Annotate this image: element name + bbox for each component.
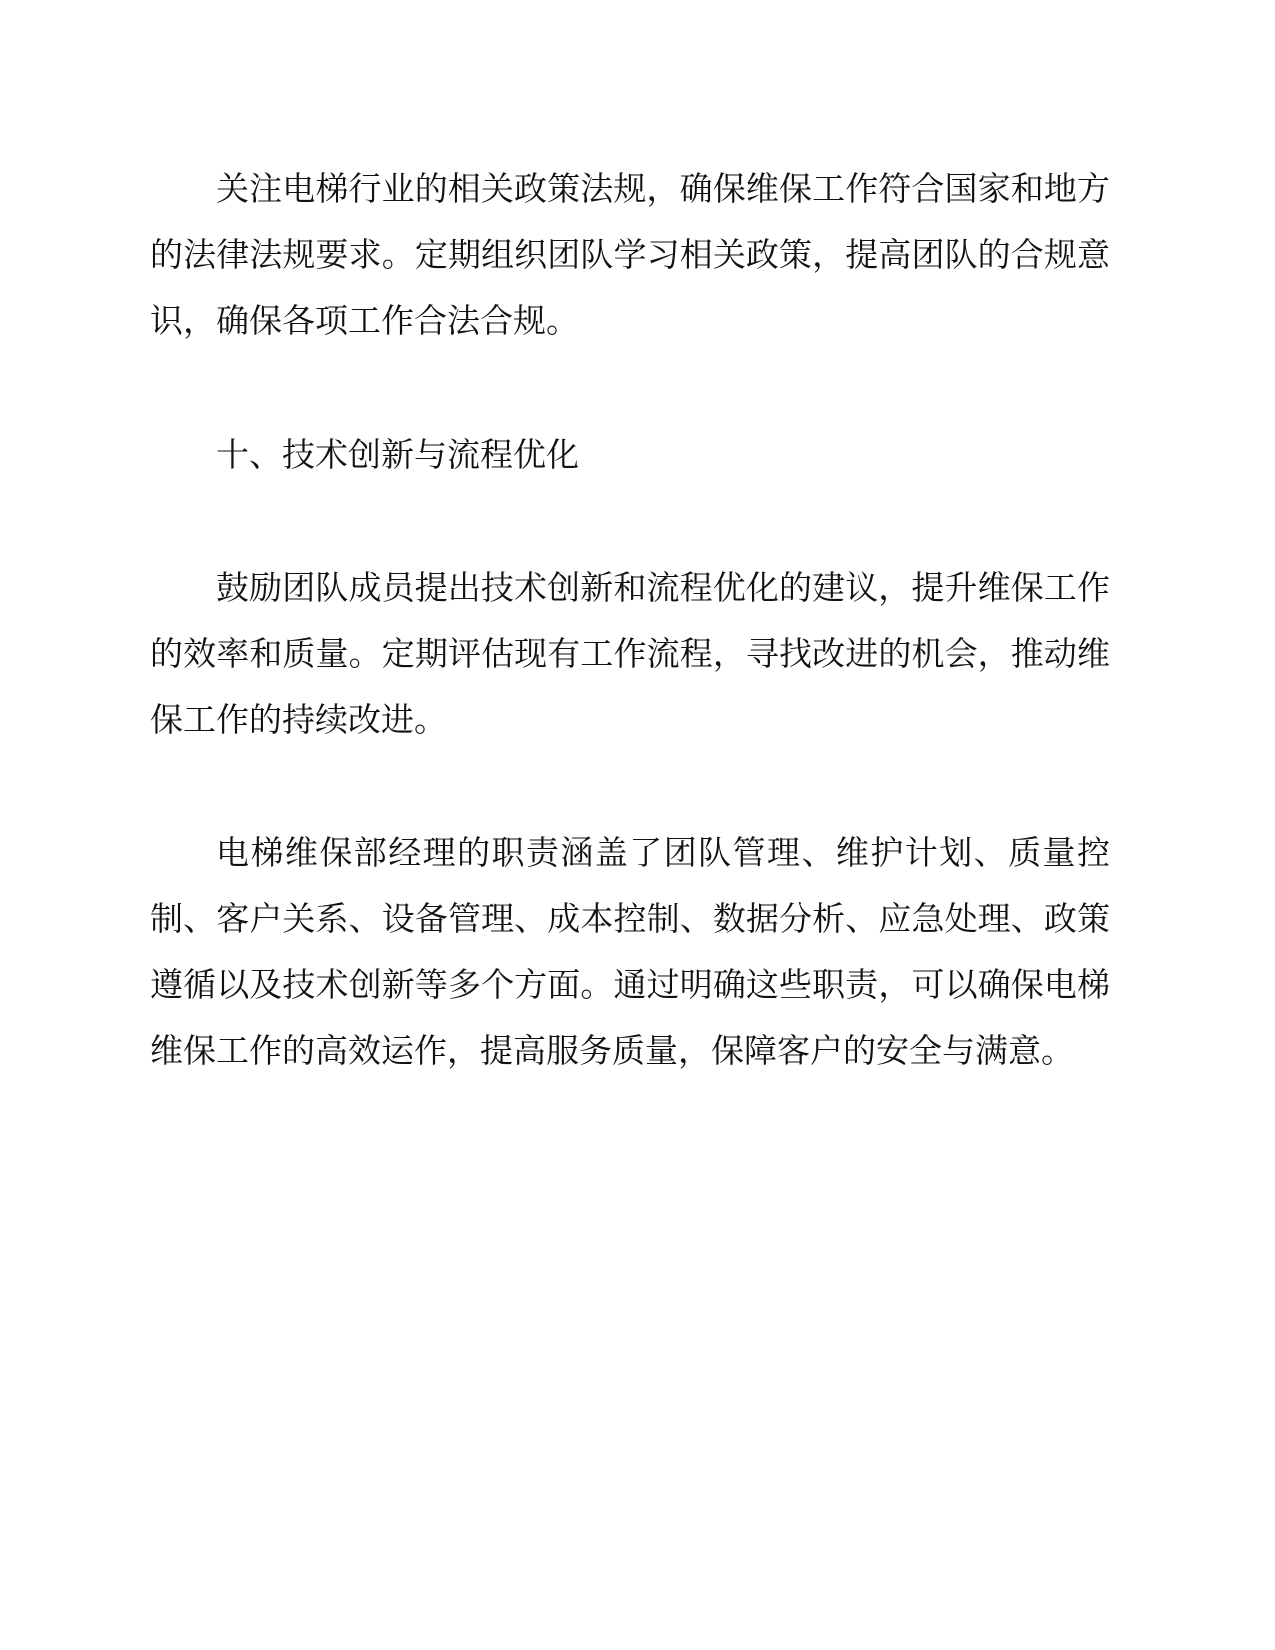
section-heading-10: 十、技术创新与流程优化 [216, 435, 579, 474]
paragraph-summary: 电梯维保部经理的职责涵盖了团队管理、维护计划、质量控制、客户关系、设备管理、成本控制、数据分析、应急处理、政策遵循以及技术创新等多个方面。通过明确这些职责，可以确保电梯维保工作的高效运作，提高服务质量，保障客户的安全与满意。 [150, 833, 1110, 1070]
paragraph-policy-compliance: 关注电梯行业的相关政策法规，确保维保工作符合国家和地方的法律法规要求。定期组织团队学习相关政策，提高团队的合规意识，确保各项工作合法合规。 [150, 169, 1110, 340]
paragraph-innovation: 鼓励团队成员提出技术创新和流程优化的建议，提升维保工作的效率和质量。定期评估现有工作流程，寻找改进的机会，推动维保工作的持续改进。 [150, 568, 1110, 739]
